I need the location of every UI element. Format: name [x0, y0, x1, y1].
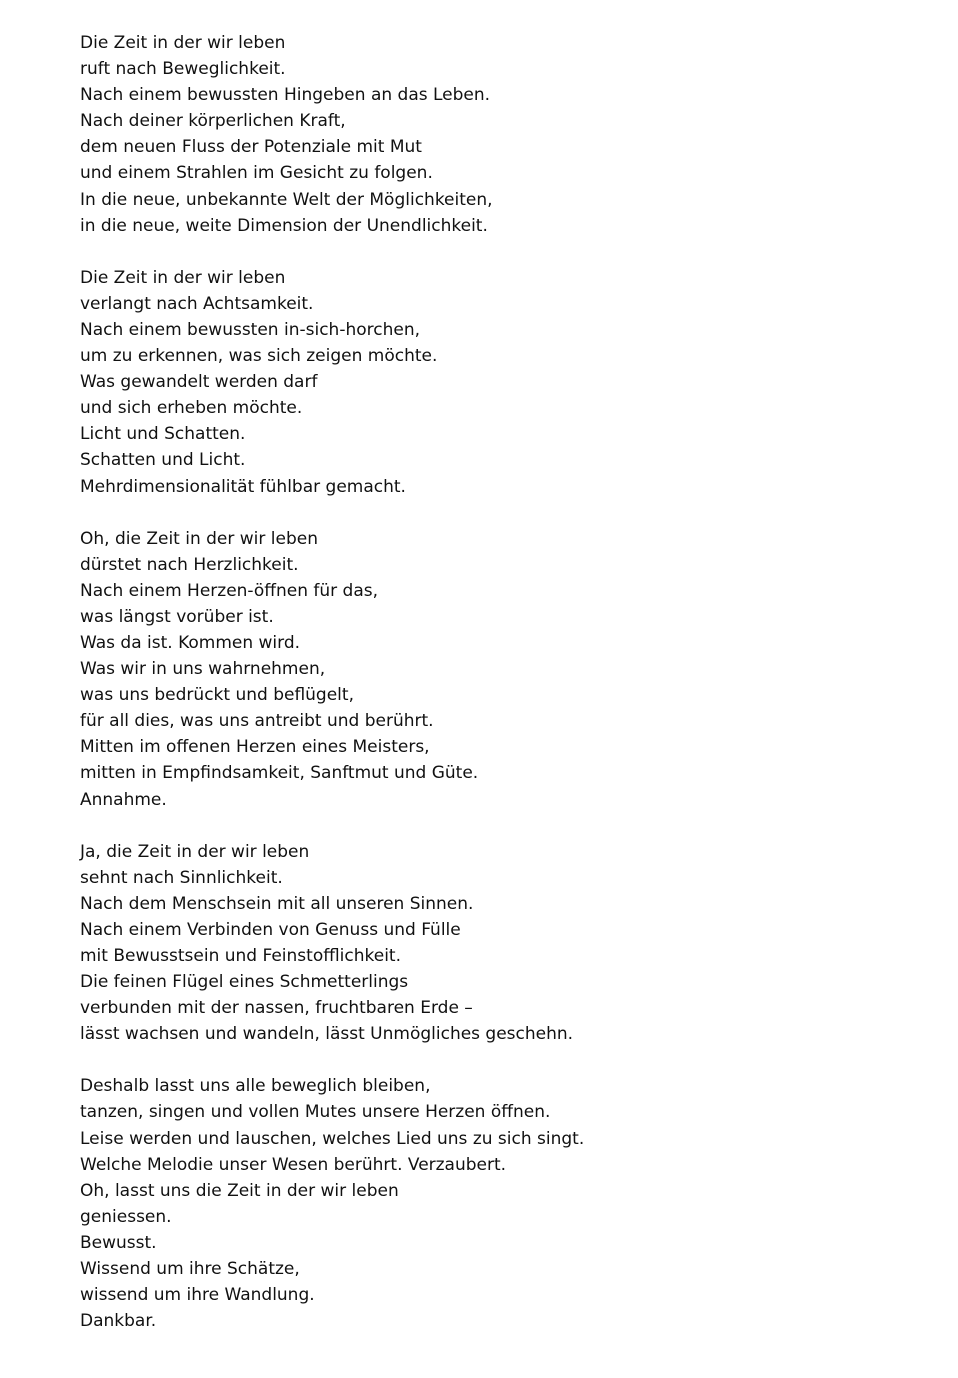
poem-line: verbunden mit der nassen, fruchtbaren Erde –	[80, 998, 473, 1019]
poem-line: wissend um ihre Wandlung.	[80, 1285, 315, 1306]
poem-line: Was gewandelt werden darf	[80, 372, 318, 393]
poem-line: dürstet nach Herzlichkeit.	[80, 554, 299, 575]
poem-line: Mitten im offenen Herzen eines Meisters,	[80, 737, 430, 758]
stanza-3	[80, 526, 880, 813]
poem-line: Nach deiner körperlichen Kraft,	[80, 111, 346, 132]
stanza-2	[80, 265, 880, 500]
poem-line: In die neue, unbekannte Welt der Möglichkeiten,	[80, 189, 493, 210]
poem-line: verlangt nach Achtsamkeit.	[80, 293, 314, 314]
poem-line: dem neuen Fluss der Potenziale mit Mut	[80, 137, 422, 158]
poem-line: sehnt nach Sinnlichkeit.	[80, 867, 283, 888]
poem-line: Die Zeit in der wir leben	[80, 33, 286, 53]
poem-line: geniessen.	[80, 1206, 172, 1227]
poem-line: was uns bedrückt und beflügelt,	[80, 685, 354, 706]
poem-line: mit Bewusstsein und Feinstofflichkeit.	[80, 946, 401, 966]
poem-line: Nach einem bewussten Hingeben an das Leben.	[80, 85, 491, 106]
poem-line: Was da ist. Kommen wird.	[80, 632, 301, 653]
poem-line: was längst vorüber ist.	[80, 606, 274, 627]
poem-line: um zu erkennen, was sich zeigen möchte.	[80, 346, 438, 367]
poem-line: Leise werden und lauschen, welches Lied uns zu sich singt.	[80, 1128, 585, 1149]
poem-line: Schatten und Licht.	[80, 450, 246, 471]
poem-line: Nach einem Verbinden von Genuss und Fülle	[80, 919, 461, 940]
poem-line: Die feinen Flügel eines Schmetterlings	[80, 972, 409, 993]
poem-line: Wissend um ihre Schätze,	[80, 1259, 300, 1280]
poem-line: Nach dem Menschsein mit all unseren Sinnen.	[80, 893, 474, 914]
poem-line: Was wir in uns wahrnehmen,	[80, 659, 326, 680]
poem-line: Nach einem bewussten in-sich-horchen,	[80, 319, 420, 340]
poem-line: ruft nach Beweglichkeit.	[80, 59, 286, 80]
poem-line: Deshalb lasst uns alle beweglich bleiben,	[80, 1076, 431, 1097]
poem-line: in die neue, weite Dimension der Unendlichkeit.	[80, 215, 488, 236]
stanza-5	[80, 1073, 880, 1334]
poem-line: Dankbar.	[80, 1311, 157, 1332]
poem-line: Bewusst.	[80, 1232, 157, 1253]
poem-line: Licht und Schatten.	[80, 424, 246, 445]
poem-line: tanzen, singen und vollen Mutes unsere Herzen öffnen.	[80, 1102, 551, 1123]
poem-line: lässt wachsen und wandeln, lässt Unmögliches geschehn.	[80, 1024, 574, 1045]
poem-line: Oh, die Zeit in der wir leben	[80, 528, 319, 549]
poem-line: Die Zeit in der wir leben	[80, 267, 286, 288]
poem	[80, 30, 880, 1360]
poem-line: und sich erheben möchte.	[80, 398, 303, 419]
stanza-4	[80, 839, 880, 1048]
poem-line: Oh, lasst uns die Zeit in der wir leben	[80, 1180, 399, 1201]
stanza-1	[80, 30, 880, 239]
poem-line: Ja, die Zeit in der wir leben	[80, 841, 310, 862]
poem-line: Mehrdimensionalität fühlbar gemacht.	[80, 476, 406, 497]
poem-line: Annahme.	[80, 789, 167, 810]
poem-line: und einem Strahlen im Gesicht zu folgen.	[80, 163, 433, 184]
poem-line: für all dies, was uns antreibt und berührt.	[80, 711, 434, 732]
poem-line: Nach einem Herzen-öffnen für das,	[80, 580, 379, 601]
poem-line: mitten in Empfindsamkeit, Sanftmut und Güte.	[80, 763, 479, 784]
poem-line: Welche Melodie unser Wesen berührt. Verzaubert.	[80, 1154, 507, 1175]
